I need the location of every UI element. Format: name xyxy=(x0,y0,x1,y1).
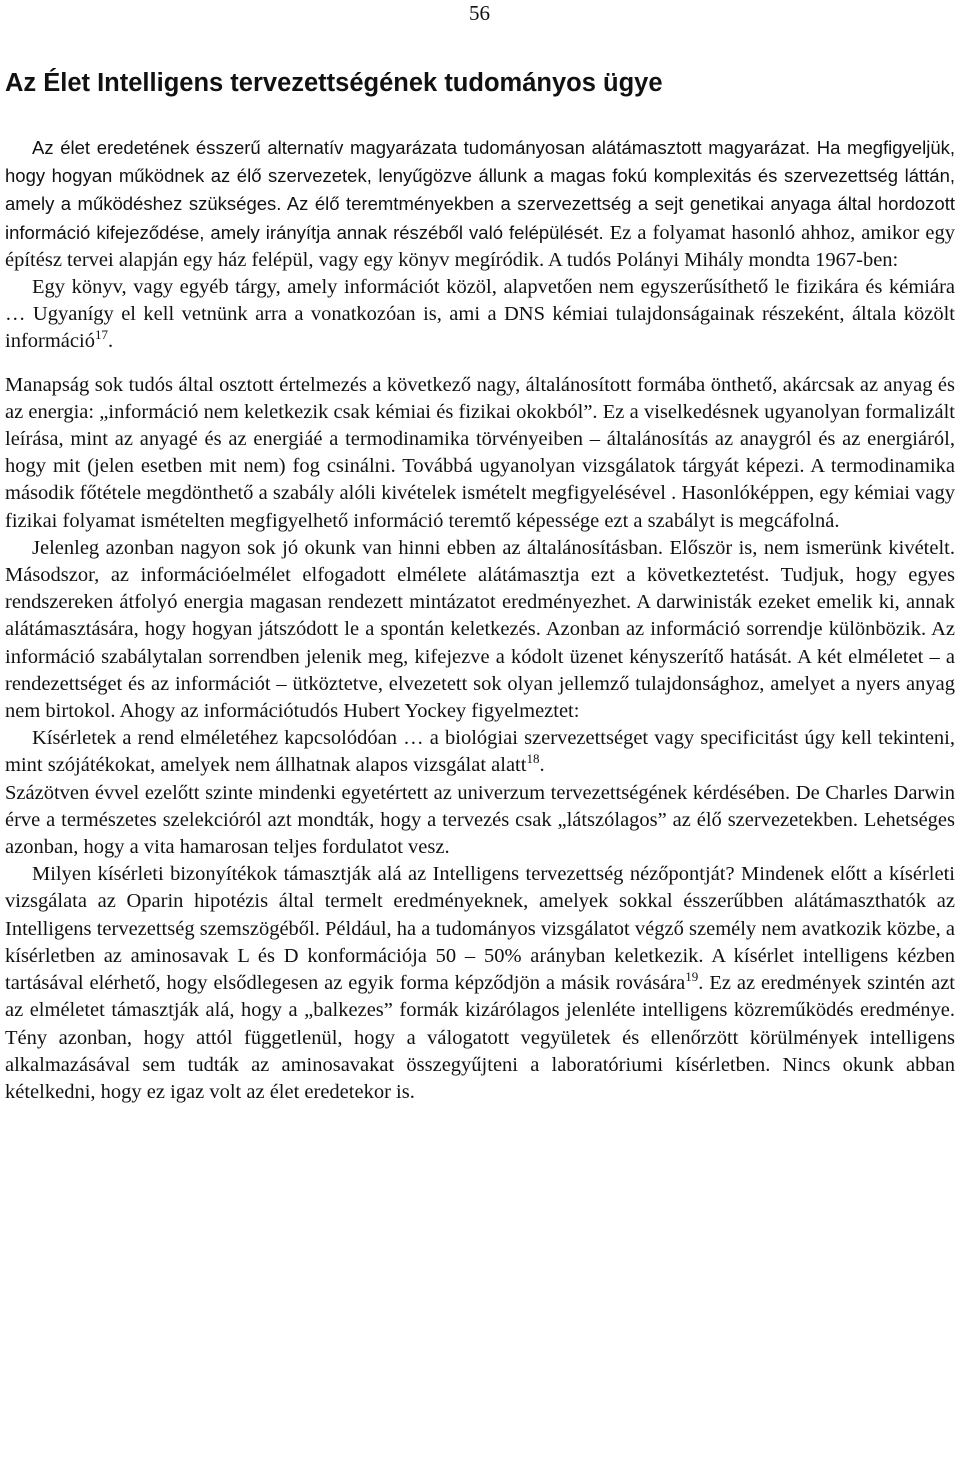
paragraph-reasons: Jelenleg azonban nagyon sok jó okunk van hinni ebben az általánosításban. Először is, nem ismerünk kivételt. Másodszor, az információelmélet elfogadott elmélete alátámasztja ezt a következtetést. Tudjuk, hogy egyes rendszereken átfolyó energia magasan rendezett mintázatot eredményezhet. A darwinisták ezeket emelik ki, annak alátámasztására, hogy hogyan játszódott le a spontán keletkezés. Azonban az információ sorrendje különbözik. Az információ szabálytalan sorrendben jelenik meg, kifejezve a kódolt üzenet kényszerítő hatását. A két elméletet – a rendezettséget és az információt – ütköztetve, elvezetett sok olyan jellemző tulajdonsághoz, amelyet a nyers anyag nem birtokol. Ahogy az információtudós Hubert Yockey figyelmeztet: xyxy=(5,536,955,723)
paragraph-evidence-part-b: . Ez az eredmények szintén azt az elméletet támasztják alá, hogy a „balkezes” formák kizárólagos jelenléte intelligens közreműködés eredménye. Tény azonban, hogy attól függetlenül, hogy a válogatott vegyületek és ellenőrzött körülmények intelligens alkalmazásával sem tudták az aminosavakat összegyűjteni a laboratóriumi kísérletben. Nincs okunk abban kételkedni, hogy ez igaz volt az élet eredetekor is. xyxy=(5,972,955,1103)
paragraph-generalization: Manapság sok tudós által osztott értelmezés a következő nagy, általánosított formába önthető, akárcsak az anyag és az energia: „információ nem keletkezik csak kémiai és fizikai okokból”. Ez a viselkedésnek ugyanolyan formalizált leírása, mint az anyagé és az energiáé a termodinamika törvényeiben – általánosítás az anaygról és az energiáról, hogy mit (jelen esetben mit nem) fog csinálni. Továbbá ugyanolyan vizsgálatok tárgyát képezi. A termodinamika második főtétele megdönthető a szabály alóli kivételek ismételt megfigyelésével . Hasonlóképpen, egy kémiai vagy fizikai folyamat ismételten megfigyelhető információ teremtő képessége ezt a szabályt is megcáfolná. xyxy=(5,373,955,532)
paragraph-intro-part-a: Az élet eredetének ésszerű alternatív magyarázata tudományosan alátámasztott magyarázat. Ha megfigyeljük, hogy hogyan működnek az élő szervezetek, lenyűgözve állunk a magas fokú komplexitás és szervezettség láttán, amely a működéshez szükséges. Az élő teremtményekben a szervezettség a sejt genetikai anyaga által hordozott információ kifejeződése, amely irányítja annak részéből való felépülését. xyxy=(5,137,955,243)
paragraph-intro xyxy=(5,134,955,274)
footnote-ref: 19 xyxy=(685,969,699,985)
quote-text: Kísérletek a rend elméletéhez kapcsolódóan … a biológiai szervezettséget vagy specificitást úgy kell tekinteni, mint szójátékokat, amelyek nem állhatnak alapos vizsgálat alatt xyxy=(5,727,955,777)
body-text xyxy=(5,134,955,1106)
block-quote-yockey xyxy=(5,725,955,779)
quote-end: . xyxy=(107,330,114,353)
footnote-ref: 17 xyxy=(94,327,108,343)
paragraph-darwin: Százötven évvel ezelőtt szinte mindenki egyetértett az univerzum tervezettségének kérdésében. De Charles Darwin érve a természetes szelekcióról azt mondták, hogy a tervezés csak „látszólagos” az élő szervezetekben. Lehetséges azonban, hogy a vita hamarosan teljes fordulatot vesz. xyxy=(5,781,955,859)
paragraph-evidence-part-a: Milyen kísérleti bizonyítékok támasztják alá az Intelligens tervezettség nézőpontját? Mindenek előtt a kísérleti vizsgálata az Oparin hipotézis által termelt eredményeknek, amelyek sokkal ésszerűbben alátámaszthatók az Intelligens tervezettség szemszögéből. Például, ha a tudományos vizsgálatot végző személy nem avatkozik közbe, a kísérletben az aminosavak L és D konformációja 50 – 50% arányban keletkezik. A kísérlet intelligens kézben tartásával elérhető, hogy elsődlegesen az egyik forma képződjön a másik rovására xyxy=(5,863,955,995)
paragraph-evidence xyxy=(5,861,955,1106)
quote-text: Egy könyv, vagy egyéb tárgy, amely információt közöl, alapvetően nem egyszerűsíthető le fizikára és kémiára … Ugyanígy el kell vetnünk arra a vonatkozóan is, ami a DNS kémiai tulajdonságainak részeként, általa közölt információ xyxy=(5,276,955,353)
footnote-ref: 18 xyxy=(526,751,540,767)
page-number: 56 xyxy=(469,1,490,25)
paragraph-intro-part-b: Ez a folyamat hasonló ahhoz, amikor egy építész tervei alapján egy ház felépül, vagy egy könyv megíródik. A tudós Polányi Mihály mondta 1967-ben: xyxy=(5,221,955,271)
page-title: Az Élet Intelligens tervezettségének tudományos ügye xyxy=(5,69,663,97)
quote-end: . xyxy=(539,754,545,777)
block-quote-polanyi xyxy=(5,274,955,356)
